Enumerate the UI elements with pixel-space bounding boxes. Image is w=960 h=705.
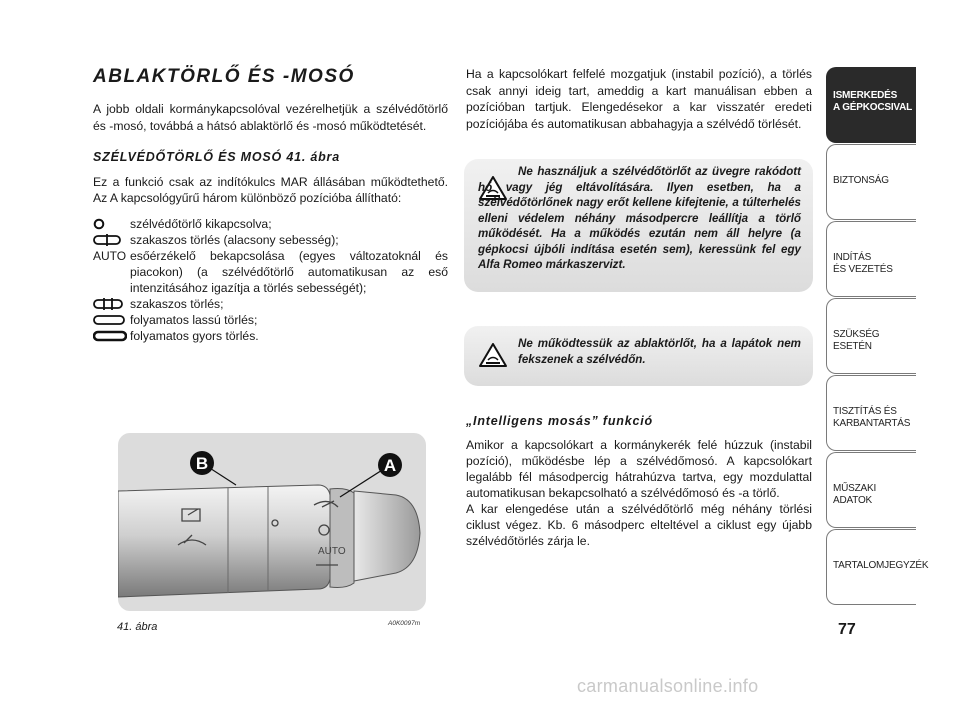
figure-caption: 41. ábra [117,621,158,633]
tab-muszaki[interactable] [826,452,916,528]
label-a: A [383,456,397,475]
label-b: B [195,454,209,473]
intermittent-icon [93,296,130,312]
intelligent-wash-paragraph: A kar elengedése után a szélvédőtörlő még néhány törlési ciklust végez. Kb. 6 másodperc elteltével a ciklust egy újabb szélvédőtörlés zárja le. [466,502,812,548]
position-description: szélvédőtörlő kikapcsolva; [130,217,272,231]
tab-label: TISZTÍTÁS ÉS KARBANTARTÁS [833,406,911,429]
warning-box [464,159,813,292]
figure-code: A0K0097m [388,620,421,627]
tab-tisztitas[interactable] [826,375,916,451]
fast-icon [93,328,130,344]
intro-paragraph: A jobb oldali kormánykapcsolóval vezérelhetjük a szélvédőtörlő és -mosó, továbbá a hátsó ablaktörlő és -mosó működtetését. [93,102,448,133]
chapter-tabs [826,67,929,606]
warning-triangle-icon [478,342,508,368]
tab-inditas[interactable] [826,221,916,297]
list-item [93,312,448,328]
auto-label: AUTO [93,249,127,263]
list-item [93,328,448,344]
intelligent-wash-heading: „Intelligens mosás” funkció [466,414,653,428]
tab-label: TARTALOMJEGYZÉK [833,560,929,571]
ring-auto-label: AUTO [318,546,346,557]
section-heading: SZÉLVÉDŐTÖRLŐ ÉS MOSÓ 41. ábra [93,150,340,164]
intelligent-wash-paragraph: Amikor a kapcsolókart a kormánykerék felé húzzuk (instabil pozíció), működésbe lép a szélvédőmosó. A kapcsolókart legalább fél másodpercig hátrahúzva tartva, egy mozdulattal automatikusan bekapcsolható a szélvédőmosó és -a törlő. [466,438,812,500]
list-item [93,232,448,248]
tab-tartalom[interactable] [826,529,929,605]
list-item [93,296,448,312]
page-title: ABLAKTÖRLŐ ÉS -MOSÓ [93,66,355,87]
page-number: 77 [838,621,856,638]
stalk-illustration [118,433,426,611]
position-description: szakaszos törlés; [130,297,224,311]
warning-text: Ne működtessük az ablaktörlőt, ha a lapátok nem fekszenek a szélvédőn. [518,337,801,366]
position-description: esőérzékelő bekapcsolása (egyes változatoknál és piacokon) (a szélvédőtörlő automatikusan az eső intenzitásához igazítja a törlés sebességét); [130,249,448,295]
position-description: folyamatos gyors törlés. [130,329,259,343]
slow-icon [93,312,130,328]
position-description: szakaszos törlés (alacsony sebesség); [130,233,339,247]
warning-text: Ne használjuk a szélvédőtörlőt az üvegre rakódott hó vagy jég eltávolítására. Ilyen esetben, ha a szélvédőtörlőnek nagy erőt kellene kifejtenie, a túlterhelés elleni védelem néhány másodpercre leállítja a törlő működését. Ha a működés ezután nem áll helyre (a gépkocsi újbóli indítása esetén sem), keressünk fel egy Alfa Romeo márkaszervizt. [478,165,801,271]
position-list [93,216,448,344]
tab-label: BIZTONSÁG [833,175,889,186]
tab-szukseg[interactable] [826,298,916,374]
list-item [93,216,448,232]
figure-41 [118,433,426,611]
warning-box [464,326,813,386]
tab-label: ISMERKEDÉS A GÉPKOCSIVAL [833,90,913,113]
intelligent-wash-text [466,437,812,549]
tab-ismerkedes[interactable] [826,67,916,143]
list-item [93,248,448,296]
tab-biztonsag[interactable] [826,144,916,220]
intermittent-icon [93,232,130,248]
section-text: Ez a funkció csak az indítókulcs MAR állásában működtethető. Az A kapcsológyűrű három különböző pozícióba állítható: [93,175,448,205]
tab-label: INDÍTÁS ÉS VEZETÉS [833,252,893,275]
tab-label: SZÜKSÉG ESETÉN [833,329,880,352]
position-description: folyamatos lassú törlés; [130,313,258,327]
watermark: carmanualsonline.info [577,676,759,696]
tab-label: MŰSZAKI ADATOK [833,483,877,506]
off-icon [93,216,130,232]
lever-up-paragraph: Ha a kapcsolókart felfelé mozgatjuk (instabil pozíció), a törlés csak annyi ideig tart, ameddig a kart manuálisan ebben a pozícióban tartjuk. Elengedésekor a kar visszatér eredeti pozíciójába és automatikusan abbahagyja a szélvédő törlését. [466,67,812,131]
